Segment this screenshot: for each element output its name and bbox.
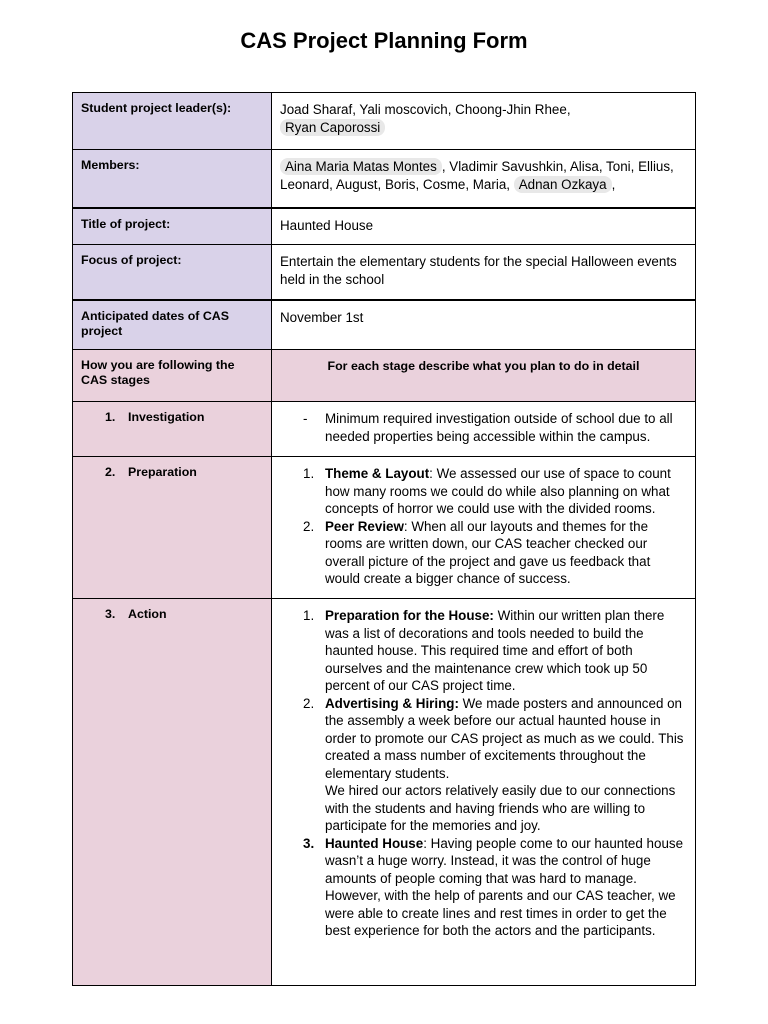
row-stages-header xyxy=(73,350,696,402)
item-heading: Peer Review xyxy=(325,518,404,534)
list-marker: 3. xyxy=(303,835,315,851)
investigation-text: Minimum required investigation outside of school due to all needed properties being accessible within the campus. xyxy=(325,411,673,444)
stage-name: Investigation xyxy=(128,410,205,424)
value-members xyxy=(272,150,696,208)
item-heading: Haunted House xyxy=(325,835,424,851)
label-investigation xyxy=(73,402,272,457)
label-dates: Anticipated dates of CAS project xyxy=(73,300,272,350)
list-item xyxy=(280,607,687,695)
label-preparation xyxy=(73,457,272,599)
row-investigation xyxy=(73,402,696,457)
value-preparation xyxy=(272,457,696,599)
item-text: : We assessed our use of space to count how many rooms we could do while also planning on what concepts of horror we could use with the divided rooms. xyxy=(325,466,671,516)
person-chip[interactable]: Adnan Ozkaya xyxy=(514,176,612,193)
list-marker: 2. xyxy=(303,518,315,534)
stage-number: 1. xyxy=(105,410,116,424)
row-focus xyxy=(73,245,696,300)
row-members xyxy=(73,150,696,208)
value-stages-header: For each stage describe what you plan to do in detail xyxy=(272,350,696,402)
person-chip[interactable]: Ryan Caporossi xyxy=(280,119,385,136)
value-investigation xyxy=(272,402,696,457)
list-item xyxy=(280,410,687,445)
row-preparation xyxy=(73,457,696,599)
list-marker: 1. xyxy=(303,608,315,623)
item-text-continued: We hired our actors relatively easily due to our connections with the students and having friends who are willing to participate for the memories and joy. xyxy=(325,783,676,833)
item-text: We made posters and announced on the assembly a week before our actual haunted house in order to promote our CAS project as much as we could. This created a mass number of excitements throughout the elementary students. xyxy=(325,695,684,781)
list-item xyxy=(280,835,687,940)
value-leaders xyxy=(272,93,696,150)
value-focus: Entertain the elementary students for the special Halloween events held in the school xyxy=(272,245,696,300)
label-action xyxy=(73,599,272,986)
row-leaders xyxy=(73,93,696,150)
list-item xyxy=(280,518,687,588)
label-focus: Focus of project: xyxy=(73,245,272,300)
item-text: Within our written plan there was a list of decorations and tools needed to build the haunted house. This required time and effort of both ourselves and the maintenance crew which took up 50 percent of our CAS project time. xyxy=(325,608,665,693)
label-title: Title of project: xyxy=(73,208,272,245)
stage-number: 2. xyxy=(105,465,116,479)
item-heading: Preparation for the House: xyxy=(325,608,494,623)
page-title: CAS Project Planning Form xyxy=(240,28,528,53)
leaders-text: Joad Sharaf, Yali moscovich, Choong-Jhin Rhee, xyxy=(280,102,571,117)
stage-name: Preparation xyxy=(128,465,197,479)
list-item xyxy=(280,695,687,835)
item-text: : Having people come to our haunted house wasn’t a huge worry. Instead, it was the control of huge amounts of people coming that was hard to manage. However, with the help of parents and our CAS teacher, we were able to create lines and rest times in order to get the best experience for both the actors and the participants. xyxy=(325,835,684,938)
value-dates: November 1st xyxy=(272,300,696,350)
label-leaders: Student project leader(s): xyxy=(73,93,272,150)
list-marker: 1. xyxy=(303,466,315,481)
person-chip[interactable]: Aina Maria Matas Montes xyxy=(280,158,442,175)
row-title xyxy=(73,208,696,245)
item-heading: Theme & Layout xyxy=(325,466,430,481)
value-action xyxy=(272,599,696,986)
row-dates xyxy=(73,300,696,350)
list-marker: 2. xyxy=(303,695,315,711)
planning-form-table xyxy=(72,92,696,986)
label-members: Members: xyxy=(73,150,272,208)
row-action xyxy=(73,599,696,986)
stage-number: 3. xyxy=(105,607,116,621)
item-text: : When all our layouts and themes for the rooms are written down, our CAS teacher checked our overall picture of the project and gave us feedback that would create a bigger chance of success. xyxy=(325,518,651,586)
label-stages-header: How you are following the CAS stages xyxy=(73,350,272,402)
list-item xyxy=(280,465,687,518)
stage-name: Action xyxy=(128,607,167,621)
members-text: , Vladimir Savushkin, Alisa, Toni, Ellius, Leonard, August, Boris, Cosme, Maria, xyxy=(280,159,674,192)
item-heading: Advertising & Hiring: xyxy=(325,695,459,711)
value-title: Haunted House xyxy=(272,208,696,245)
members-tail: , xyxy=(611,176,616,192)
dash-bullet: - xyxy=(303,411,308,426)
